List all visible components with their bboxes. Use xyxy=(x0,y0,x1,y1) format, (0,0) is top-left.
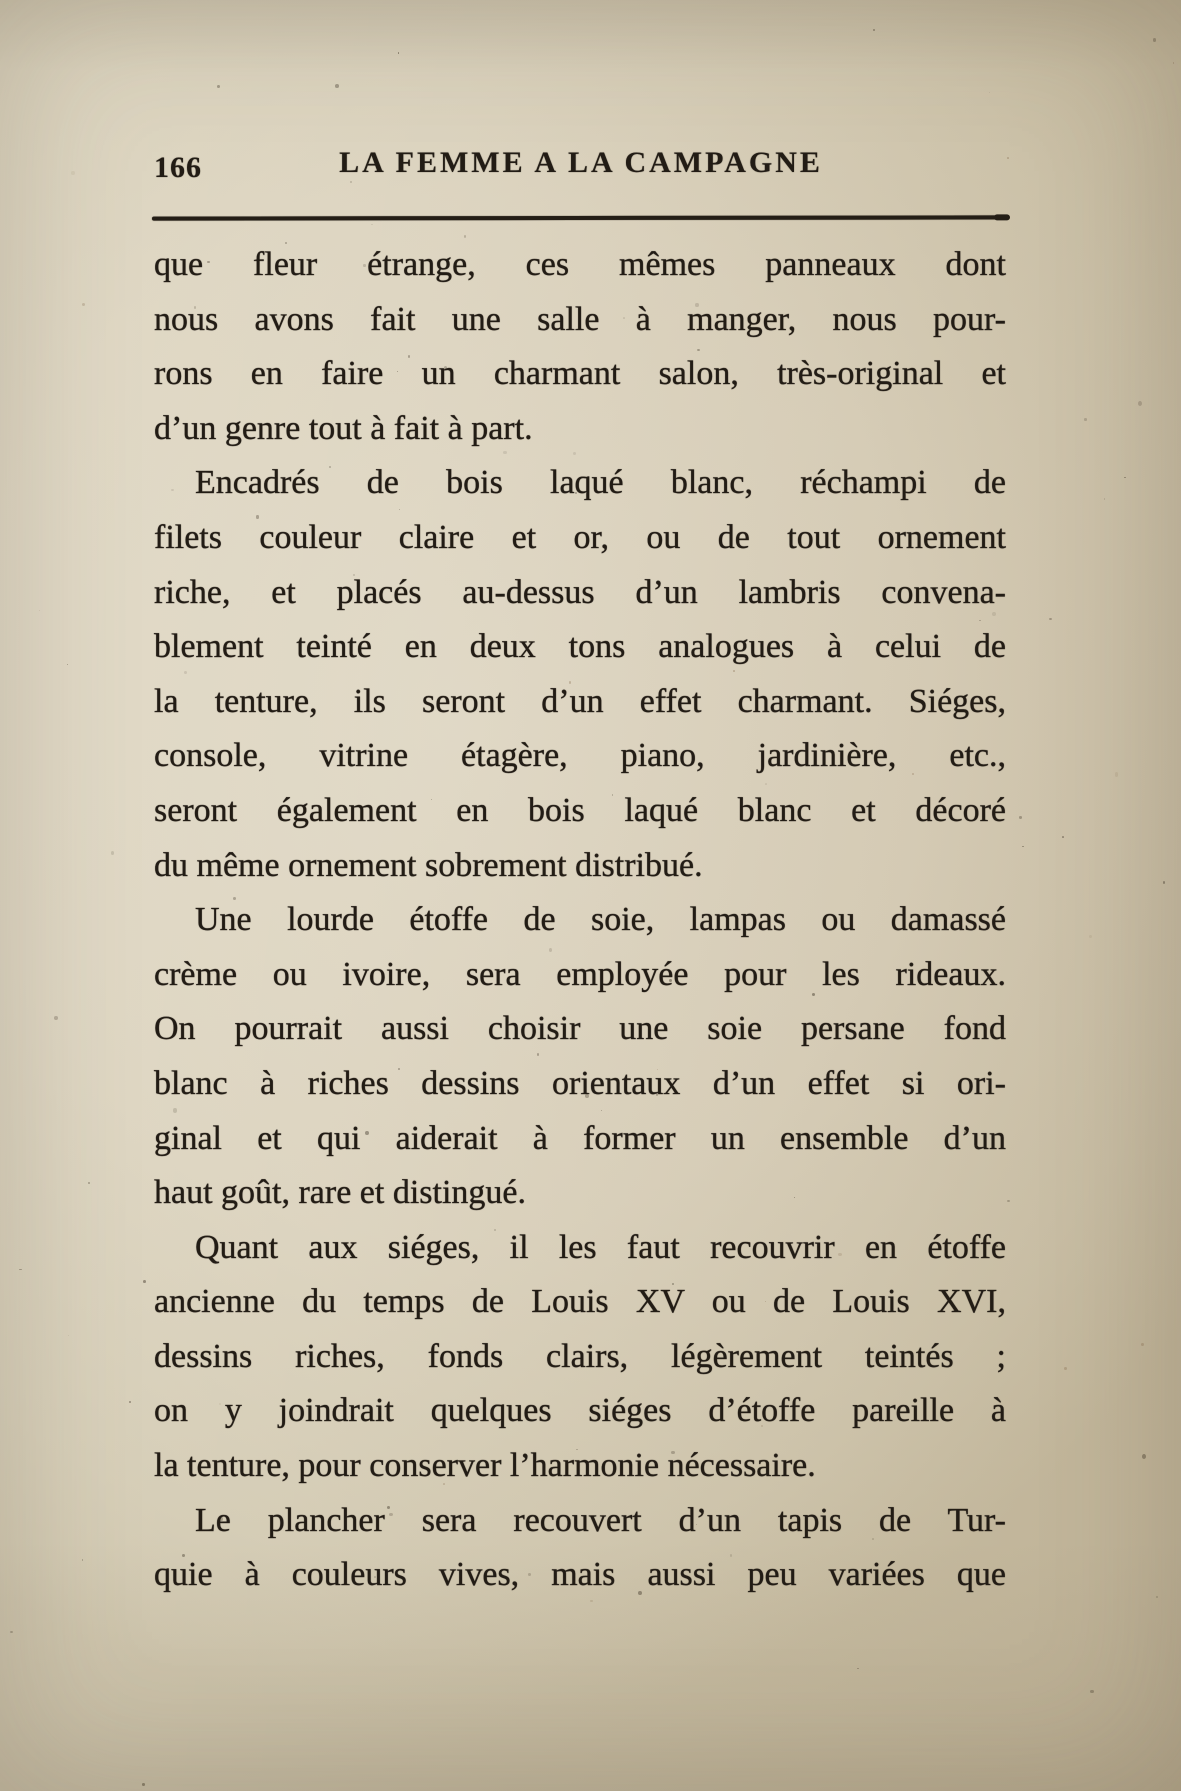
text-line: quie à couleurs vives, mais aussi peu variées que xyxy=(154,1556,1006,1594)
text-line: crème ou ivoire, sera employée pour les rideaux. xyxy=(154,955,1006,993)
text-line: console, vitrine étagère, piano, jardinière, etc., xyxy=(154,737,1006,775)
text-line: Encadrés de bois laqué blanc, réchampi de xyxy=(195,464,1006,502)
text-line: Quant aux siéges, il les faut recouvrir en étoffe xyxy=(195,1228,1006,1266)
text-line: blanc à riches dessins orientaux d’un effet si ori- xyxy=(154,1064,1006,1102)
text-line: que fleur étrange, ces mêmes panneaux dont xyxy=(154,246,1006,283)
page-number: 166 xyxy=(154,151,202,184)
text-line: nous avons fait une salle à manger, nous pour- xyxy=(154,300,1006,338)
text-line: ancienne du temps de Louis XV ou de Louis XVI, xyxy=(154,1283,1006,1321)
text-line: Le plancher sera recouvert d’un tapis de Tur- xyxy=(195,1501,1006,1539)
text-line: rons en faire un charmant salon, très-original et xyxy=(154,355,1006,393)
text-line: la tenture, ils seront d’un effet charmant. Siéges, xyxy=(154,682,1006,720)
text-line: dessins riches, fonds clairs, légèrement teintés ; xyxy=(154,1337,1006,1375)
text-line: On pourrait aussi choisir une soie persane fond xyxy=(154,1010,1006,1048)
text-line: Une lourde étoffe de soie, lampas ou damassé xyxy=(195,901,1006,939)
text-block xyxy=(154,238,1006,1603)
text-line: du même ornement sobrement distribué. xyxy=(154,846,703,884)
header-rule xyxy=(152,215,1008,220)
text-line: filets couleur claire et or, ou de tout ornement xyxy=(154,518,1006,556)
text-line: haut goût, rare et distingué. xyxy=(154,1174,527,1212)
text-line: ginal et qui aiderait à former un ensemble d’un xyxy=(154,1119,1006,1157)
running-title: LA FEMME A LA CAMPAGNE xyxy=(339,146,823,179)
text-line: d’un genre tout à fait à part. xyxy=(154,409,533,447)
text-line: seront également en bois laqué blanc et décoré xyxy=(154,791,1006,829)
text-line: blement teinté en deux tons analogues à celui de xyxy=(154,628,1006,666)
page-header xyxy=(154,146,1008,188)
text-line: la tenture, pour conserver l’harmonie nécessaire. xyxy=(154,1447,816,1485)
text-line: on y joindrait quelques siéges d’étoffe pareille à xyxy=(154,1392,1006,1430)
text-line: riche, et placés au-dessus d’un lambris convena- xyxy=(154,573,1006,611)
